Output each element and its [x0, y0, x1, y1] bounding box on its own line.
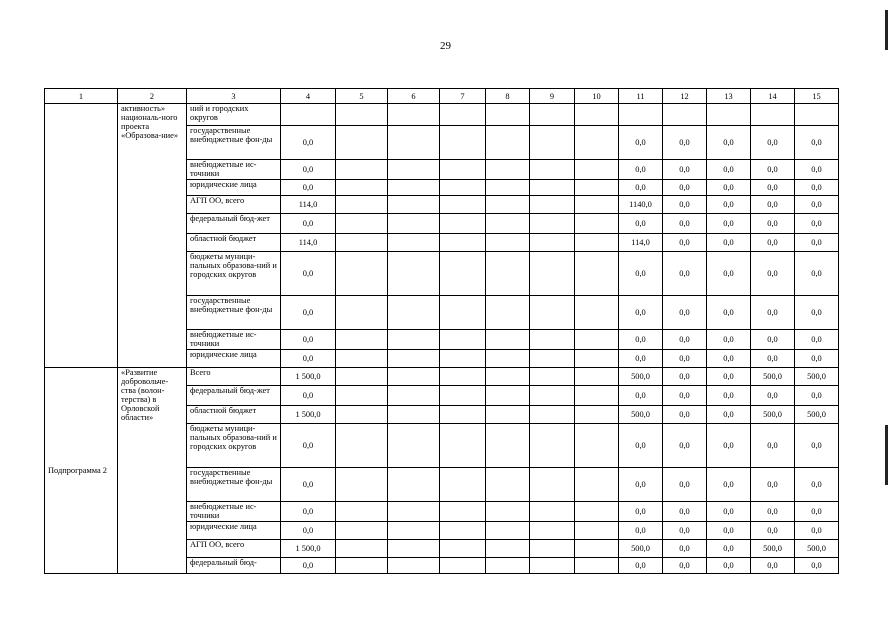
- empty-cell: [336, 252, 388, 296]
- funding-source-cell: АГП ОО, всего: [187, 196, 281, 214]
- funding-source-cell: областной бюджет: [187, 406, 281, 424]
- empty-cell: [530, 468, 575, 502]
- empty-cell: [388, 522, 440, 540]
- year-value-cell: 0,0: [663, 540, 707, 558]
- empty-cell: [440, 252, 486, 296]
- year-value-cell: 500,0: [795, 406, 839, 424]
- empty-cell: [440, 424, 486, 468]
- empty-cell: [486, 196, 530, 214]
- year-value-cell: 0,0: [707, 234, 751, 252]
- budget-table: [44, 88, 839, 574]
- funding-source-cell: государственные внебюджетные фон-ды: [187, 126, 281, 160]
- year-value-cell: 0,0: [707, 296, 751, 330]
- empty-cell: [575, 234, 619, 252]
- empty-cell: [388, 234, 440, 252]
- year-value-cell: 0,0: [663, 296, 707, 330]
- year-value-cell: [663, 104, 707, 126]
- column-header: 12: [663, 89, 707, 104]
- year-value-cell: 500,0: [795, 368, 839, 386]
- year-value-cell: 0,0: [707, 180, 751, 196]
- year-value-cell: 0,0: [795, 252, 839, 296]
- measure-name-cell: активность» националь-ного проекта «Образова-ние»: [118, 104, 187, 368]
- empty-cell: [486, 104, 530, 126]
- year-value-cell: 0,0: [663, 558, 707, 574]
- empty-cell: [530, 214, 575, 234]
- year-value-cell: [707, 104, 751, 126]
- total-cell: 0,0: [281, 502, 336, 522]
- year-value-cell: 0,0: [619, 558, 663, 574]
- empty-cell: [575, 540, 619, 558]
- empty-cell: [388, 424, 440, 468]
- empty-cell: [575, 126, 619, 160]
- total-cell: 0,0: [281, 330, 336, 350]
- empty-cell: [575, 330, 619, 350]
- empty-cell: [388, 386, 440, 406]
- year-value-cell: 0,0: [619, 350, 663, 368]
- year-value-cell: 0,0: [619, 522, 663, 540]
- year-value-cell: 500,0: [619, 368, 663, 386]
- total-cell: 0,0: [281, 468, 336, 502]
- table-row: [45, 104, 839, 126]
- empty-cell: [575, 296, 619, 330]
- year-value-cell: 0,0: [707, 386, 751, 406]
- empty-cell: [575, 180, 619, 196]
- empty-cell: [486, 558, 530, 574]
- year-value-cell: 0,0: [751, 558, 795, 574]
- empty-cell: [336, 330, 388, 350]
- empty-cell: [486, 522, 530, 540]
- total-cell: 0,0: [281, 252, 336, 296]
- year-value-cell: 0,0: [619, 252, 663, 296]
- year-value-cell: 0,0: [751, 126, 795, 160]
- empty-cell: [530, 252, 575, 296]
- empty-cell: [486, 234, 530, 252]
- empty-cell: [575, 522, 619, 540]
- empty-cell: [440, 296, 486, 330]
- total-cell: 0,0: [281, 350, 336, 368]
- empty-cell: [575, 104, 619, 126]
- empty-cell: [575, 160, 619, 180]
- empty-cell: [388, 368, 440, 386]
- column-header: 1: [45, 89, 118, 104]
- year-value-cell: 0,0: [707, 214, 751, 234]
- year-value-cell: 0,0: [795, 180, 839, 196]
- empty-cell: [336, 196, 388, 214]
- funding-source-cell: внебюджетные ис-точники: [187, 330, 281, 350]
- subprogram-cell: Подпрограмма 2: [45, 368, 118, 574]
- funding-source-cell: федеральный бюд-: [187, 558, 281, 574]
- year-value-cell: 0,0: [751, 424, 795, 468]
- year-value-cell: 500,0: [751, 368, 795, 386]
- empty-cell: [388, 126, 440, 160]
- year-value-cell: 0,0: [795, 350, 839, 368]
- year-value-cell: 0,0: [751, 296, 795, 330]
- year-value-cell: 0,0: [663, 406, 707, 424]
- empty-cell: [440, 330, 486, 350]
- funding-source-cell: юридические лица: [187, 180, 281, 196]
- column-header: 4: [281, 89, 336, 104]
- empty-cell: [336, 540, 388, 558]
- year-value-cell: 0,0: [707, 540, 751, 558]
- total-cell: 0,0: [281, 180, 336, 196]
- empty-cell: [440, 502, 486, 522]
- empty-cell: [336, 522, 388, 540]
- total-cell: 0,0: [281, 424, 336, 468]
- total-cell: 0,0: [281, 160, 336, 180]
- column-header: 7: [440, 89, 486, 104]
- column-header: 15: [795, 89, 839, 104]
- empty-cell: [388, 296, 440, 330]
- year-value-cell: 0,0: [707, 468, 751, 502]
- total-cell: 1 500,0: [281, 368, 336, 386]
- funding-source-cell: юридические лица: [187, 350, 281, 368]
- year-value-cell: 0,0: [751, 160, 795, 180]
- empty-cell: [440, 522, 486, 540]
- year-value-cell: 500,0: [751, 406, 795, 424]
- year-value-cell: 0,0: [663, 234, 707, 252]
- empty-cell: [388, 196, 440, 214]
- year-value-cell: 0,0: [663, 330, 707, 350]
- empty-cell: [336, 406, 388, 424]
- empty-cell: [388, 252, 440, 296]
- column-header: 3: [187, 89, 281, 104]
- year-value-cell: 0,0: [619, 468, 663, 502]
- empty-cell: [440, 368, 486, 386]
- year-value-cell: 0,0: [707, 350, 751, 368]
- empty-cell: [575, 252, 619, 296]
- year-value-cell: 0,0: [795, 424, 839, 468]
- column-header: 6: [388, 89, 440, 104]
- empty-cell: [486, 214, 530, 234]
- empty-cell: [530, 350, 575, 368]
- year-value-cell: 0,0: [795, 330, 839, 350]
- funding-source-cell: областной бюджет: [187, 234, 281, 252]
- year-value-cell: 1140,0: [619, 196, 663, 214]
- year-value-cell: 0,0: [751, 468, 795, 502]
- year-value-cell: 0,0: [707, 160, 751, 180]
- year-value-cell: 0,0: [663, 424, 707, 468]
- empty-cell: [440, 468, 486, 502]
- empty-cell: [440, 540, 486, 558]
- year-value-cell: 0,0: [795, 558, 839, 574]
- year-value-cell: 0,0: [619, 296, 663, 330]
- funding-source-cell: внебюджетные ис-точники: [187, 160, 281, 180]
- empty-cell: [530, 424, 575, 468]
- year-value-cell: 0,0: [663, 180, 707, 196]
- empty-cell: [336, 386, 388, 406]
- year-value-cell: 0,0: [663, 350, 707, 368]
- year-value-cell: 0,0: [707, 330, 751, 350]
- year-value-cell: 0,0: [795, 502, 839, 522]
- column-header: 11: [619, 89, 663, 104]
- empty-cell: [336, 296, 388, 330]
- year-value-cell: 114,0: [619, 234, 663, 252]
- empty-cell: [486, 386, 530, 406]
- column-header: 10: [575, 89, 619, 104]
- empty-cell: [486, 126, 530, 160]
- year-value-cell: 0,0: [707, 252, 751, 296]
- scan-edge-mark: [885, 425, 888, 485]
- year-value-cell: 0,0: [619, 126, 663, 160]
- measure-name-cell: «Развитие добровольче-ства (волон-терства) в Орловской области»: [118, 368, 187, 574]
- empty-cell: [530, 522, 575, 540]
- empty-cell: [336, 424, 388, 468]
- year-value-cell: 0,0: [795, 214, 839, 234]
- empty-cell: [336, 558, 388, 574]
- column-header: 14: [751, 89, 795, 104]
- year-value-cell: 0,0: [663, 522, 707, 540]
- empty-cell: [440, 386, 486, 406]
- empty-cell: [336, 234, 388, 252]
- empty-cell: [530, 540, 575, 558]
- year-value-cell: 0,0: [619, 214, 663, 234]
- year-value-cell: 0,0: [795, 468, 839, 502]
- header-row: [45, 89, 839, 104]
- empty-cell: [530, 104, 575, 126]
- empty-cell: [388, 104, 440, 126]
- empty-cell: [336, 502, 388, 522]
- column-header: 9: [530, 89, 575, 104]
- empty-cell: [388, 180, 440, 196]
- empty-cell: [388, 468, 440, 502]
- empty-cell: [486, 180, 530, 196]
- year-value-cell: 0,0: [663, 214, 707, 234]
- empty-cell: [530, 368, 575, 386]
- funding-source-cell: АГП ОО, всего: [187, 540, 281, 558]
- empty-cell: [336, 126, 388, 160]
- year-value-cell: 0,0: [619, 502, 663, 522]
- empty-cell: [388, 350, 440, 368]
- funding-source-cell: внебюджетные ис-точники: [187, 502, 281, 522]
- empty-cell: [440, 234, 486, 252]
- empty-cell: [486, 468, 530, 502]
- total-cell: 1 500,0: [281, 406, 336, 424]
- empty-cell: [575, 424, 619, 468]
- empty-cell: [440, 126, 486, 160]
- empty-cell: [486, 296, 530, 330]
- total-cell: 0,0: [281, 214, 336, 234]
- empty-cell: [388, 330, 440, 350]
- subprogram-cell: [45, 104, 118, 368]
- empty-cell: [530, 160, 575, 180]
- empty-cell: [440, 406, 486, 424]
- empty-cell: [388, 502, 440, 522]
- year-value-cell: 0,0: [663, 252, 707, 296]
- year-value-cell: 0,0: [751, 330, 795, 350]
- year-value-cell: 0,0: [751, 196, 795, 214]
- empty-cell: [336, 104, 388, 126]
- empty-cell: [486, 406, 530, 424]
- year-value-cell: 0,0: [663, 368, 707, 386]
- funding-source-cell: ний и городских округов: [187, 104, 281, 126]
- total-cell: 114,0: [281, 196, 336, 214]
- empty-cell: [575, 350, 619, 368]
- total-cell: 0,0: [281, 558, 336, 574]
- empty-cell: [336, 214, 388, 234]
- empty-cell: [486, 368, 530, 386]
- empty-cell: [336, 468, 388, 502]
- empty-cell: [530, 330, 575, 350]
- empty-cell: [440, 196, 486, 214]
- column-header: 13: [707, 89, 751, 104]
- empty-cell: [530, 126, 575, 160]
- empty-cell: [388, 160, 440, 180]
- empty-cell: [530, 234, 575, 252]
- year-value-cell: 500,0: [751, 540, 795, 558]
- funding-source-cell: федеральный бюд-жет: [187, 386, 281, 406]
- year-value-cell: 0,0: [663, 502, 707, 522]
- year-value-cell: 500,0: [619, 540, 663, 558]
- year-value-cell: 0,0: [707, 406, 751, 424]
- year-value-cell: 0,0: [619, 160, 663, 180]
- page-number: 29: [440, 40, 451, 52]
- empty-cell: [440, 104, 486, 126]
- empty-cell: [575, 558, 619, 574]
- funding-source-cell: юридические лица: [187, 522, 281, 540]
- year-value-cell: 0,0: [619, 330, 663, 350]
- year-value-cell: 0,0: [751, 502, 795, 522]
- year-value-cell: 0,0: [795, 160, 839, 180]
- total-cell: 0,0: [281, 522, 336, 540]
- year-value-cell: 0,0: [707, 502, 751, 522]
- empty-cell: [530, 558, 575, 574]
- empty-cell: [486, 540, 530, 558]
- column-header: 2: [118, 89, 187, 104]
- year-value-cell: 0,0: [751, 180, 795, 196]
- year-value-cell: 500,0: [619, 406, 663, 424]
- empty-cell: [336, 160, 388, 180]
- year-value-cell: 0,0: [795, 126, 839, 160]
- year-value-cell: 0,0: [663, 196, 707, 214]
- empty-cell: [336, 180, 388, 196]
- empty-cell: [486, 330, 530, 350]
- year-value-cell: 0,0: [751, 214, 795, 234]
- total-cell: 0,0: [281, 386, 336, 406]
- year-value-cell: 0,0: [619, 180, 663, 196]
- year-value-cell: 0,0: [751, 234, 795, 252]
- funding-source-cell: государственные внебюджетные фон-ды: [187, 296, 281, 330]
- year-value-cell: 0,0: [795, 386, 839, 406]
- year-value-cell: [619, 104, 663, 126]
- empty-cell: [336, 350, 388, 368]
- empty-cell: [530, 196, 575, 214]
- year-value-cell: 0,0: [663, 126, 707, 160]
- empty-cell: [575, 196, 619, 214]
- year-value-cell: 0,0: [751, 252, 795, 296]
- empty-cell: [486, 160, 530, 180]
- funding-source-cell: Всего: [187, 368, 281, 386]
- funding-source-cell: бюджеты муници-пальных образова-ний и городских округов: [187, 252, 281, 296]
- year-value-cell: 500,0: [795, 540, 839, 558]
- year-value-cell: 0,0: [619, 424, 663, 468]
- total-cell: 0,0: [281, 296, 336, 330]
- year-value-cell: 0,0: [795, 234, 839, 252]
- total-cell: 0,0: [281, 126, 336, 160]
- empty-cell: [486, 350, 530, 368]
- funding-source-cell: бюджеты муници-пальных образова-ний и городских округов: [187, 424, 281, 468]
- empty-cell: [486, 502, 530, 522]
- empty-cell: [388, 406, 440, 424]
- column-header: 5: [336, 89, 388, 104]
- year-value-cell: 0,0: [751, 522, 795, 540]
- year-value-cell: 0,0: [795, 522, 839, 540]
- year-value-cell: 0,0: [707, 126, 751, 160]
- empty-cell: [486, 424, 530, 468]
- empty-cell: [575, 368, 619, 386]
- year-value-cell: 0,0: [795, 196, 839, 214]
- table-body: [45, 104, 839, 574]
- empty-cell: [575, 468, 619, 502]
- empty-cell: [440, 350, 486, 368]
- empty-cell: [575, 214, 619, 234]
- year-value-cell: [751, 104, 795, 126]
- empty-cell: [440, 214, 486, 234]
- empty-cell: [388, 558, 440, 574]
- empty-cell: [575, 502, 619, 522]
- year-value-cell: 0,0: [707, 522, 751, 540]
- funding-source-cell: федеральный бюд-жет: [187, 214, 281, 234]
- empty-cell: [440, 160, 486, 180]
- year-value-cell: [795, 104, 839, 126]
- table-row: [45, 368, 839, 386]
- funding-source-cell: государственные внебюджетные фон-ды: [187, 468, 281, 502]
- year-value-cell: 0,0: [663, 468, 707, 502]
- scan-edge-mark: [885, 10, 888, 50]
- empty-cell: [530, 386, 575, 406]
- year-value-cell: 0,0: [707, 368, 751, 386]
- year-value-cell: 0,0: [751, 386, 795, 406]
- year-value-cell: 0,0: [751, 350, 795, 368]
- year-value-cell: 0,0: [619, 386, 663, 406]
- year-value-cell: 0,0: [707, 558, 751, 574]
- empty-cell: [440, 180, 486, 196]
- empty-cell: [336, 368, 388, 386]
- total-cell: [281, 104, 336, 126]
- empty-cell: [388, 540, 440, 558]
- empty-cell: [440, 558, 486, 574]
- empty-cell: [530, 406, 575, 424]
- year-value-cell: 0,0: [663, 160, 707, 180]
- year-value-cell: 0,0: [707, 196, 751, 214]
- total-cell: 114,0: [281, 234, 336, 252]
- empty-cell: [530, 296, 575, 330]
- empty-cell: [530, 180, 575, 196]
- year-value-cell: 0,0: [663, 386, 707, 406]
- empty-cell: [575, 406, 619, 424]
- year-value-cell: 0,0: [795, 296, 839, 330]
- empty-cell: [575, 386, 619, 406]
- empty-cell: [486, 252, 530, 296]
- year-value-cell: 0,0: [707, 424, 751, 468]
- empty-cell: [530, 502, 575, 522]
- total-cell: 1 500,0: [281, 540, 336, 558]
- column-header: 8: [486, 89, 530, 104]
- empty-cell: [388, 214, 440, 234]
